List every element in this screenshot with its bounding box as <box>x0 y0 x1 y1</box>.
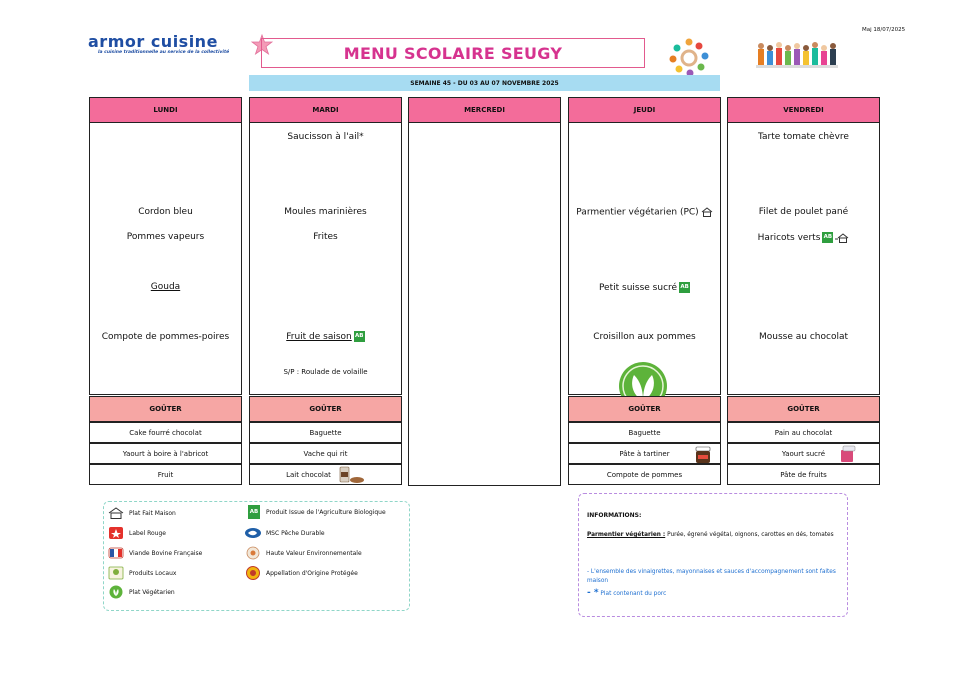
legend-produits-locaux <box>107 566 176 580</box>
spread-jar-icon <box>694 445 712 464</box>
vendredi-dessert: Mousse au chocolat <box>759 332 848 342</box>
legend-label-rouge <box>107 526 166 540</box>
vendredi-side-row <box>728 232 879 243</box>
vendredi-side: Haricots verts <box>757 233 821 243</box>
info-note-sauces: - L'ensemble des vinaigrettes, mayonnaises et sauces d'accompagnement sont faites maison <box>587 569 836 584</box>
gouter-mardi-2: Vache qui rit <box>249 443 402 464</box>
house-icon <box>835 233 849 243</box>
legend-vegetarien <box>107 585 175 599</box>
legend-msc <box>244 526 325 540</box>
gouter-mardi-3-cell <box>249 464 402 485</box>
gouter-header-mardi: GOÛTER <box>249 396 402 422</box>
hve-icon <box>246 546 260 560</box>
jeudi-cheese-row <box>569 282 720 293</box>
legend-aop-label: Appellation d'Origine Protégée <box>266 569 358 577</box>
column-vendredi <box>727 97 880 395</box>
yogurt-icon <box>838 444 858 464</box>
legend-aop <box>244 566 358 580</box>
day-header-lundi: LUNDI <box>89 97 242 123</box>
day-body-lundi <box>89 123 242 395</box>
info-parmentier-label: Parmentier végétarien : <box>587 532 666 538</box>
legend-msc-label: MSC Pêche Durable <box>266 529 325 537</box>
bio-icon: AB <box>248 505 260 519</box>
legend-viande-fr-label: Viande Bovine Française <box>129 549 203 557</box>
day-header-mercredi: MERCREDI <box>408 97 561 123</box>
gouter-header-lundi: GOÛTER <box>89 396 242 422</box>
gouter-lundi-1: Cake fourré chocolat <box>89 422 242 443</box>
lundi-cheese: Gouda <box>150 282 181 292</box>
children-group-illustration <box>756 39 838 73</box>
gouter-header-jeudi: GOÛTER <box>568 396 721 422</box>
chocolate-milk-icon <box>337 466 365 484</box>
french-beef-icon <box>108 546 124 560</box>
mardi-dessert-row <box>250 331 401 342</box>
menu-title-box <box>261 38 645 68</box>
column-lundi <box>89 97 242 395</box>
house-icon <box>108 507 124 519</box>
column-mardi <box>249 97 402 395</box>
gouter-mardi-3: Lait chocolat <box>286 470 331 479</box>
menu-title: MENU SCOLAIRE SEUGY <box>343 43 563 63</box>
msc-fish-icon <box>244 527 262 539</box>
mardi-starter: Saucisson à l'ail* <box>287 132 364 142</box>
brand-logo <box>88 33 229 55</box>
jeudi-main-row <box>569 207 720 218</box>
jeudi-cheese: Petit suisse sucré <box>598 283 678 293</box>
jeudi-dessert: Croisillon aux pommes <box>593 332 696 342</box>
info-parmentier <box>587 531 839 540</box>
gouter-vendredi-2-cell <box>727 443 880 464</box>
legend-hve <box>244 546 362 560</box>
gouter-header-vendredi: GOÛTER <box>727 396 880 422</box>
gouter-jeudi-2-cell <box>568 443 721 464</box>
gouter-lundi-3: Fruit <box>89 464 242 485</box>
lundi-dessert: Compote de pommes-poires <box>101 332 230 342</box>
gouter-mardi-1: Baguette <box>249 422 402 443</box>
mardi-main: Moules marinières <box>284 207 367 217</box>
vendredi-starter: Tarte tomate chèvre <box>758 132 849 142</box>
bio-icon: AB <box>679 282 690 293</box>
day-header-jeudi: JEUDI <box>568 97 721 123</box>
info-note-porc-star: - * <box>587 588 599 598</box>
gouter-jeudi-3: Compote de pommes <box>568 464 721 485</box>
mardi-side: Frites <box>313 232 338 242</box>
legend-bio <box>244 505 386 519</box>
info-parmentier-text: Purée, égrené végétal, oignons, carottes en dés, tomates <box>667 532 834 538</box>
legend-hve-label: Haute Valeur Environnementale <box>266 549 362 557</box>
day-body-jeudi <box>568 123 721 395</box>
info-note-porc-text: Plat contenant du porc <box>600 591 667 597</box>
info-note-porc <box>587 589 839 599</box>
lundi-main: Cordon bleu <box>138 207 193 217</box>
gouter-vendredi-3: Pâte de fruits <box>727 464 880 485</box>
brand-tagline: la cuisine traditionnelle au service de la collectivité <box>98 50 230 55</box>
vendredi-main: Filet de poulet pané <box>758 207 849 217</box>
legend-fait-maison <box>107 506 176 520</box>
gouter-lundi-2: Yaourt à boire à l'abricot <box>89 443 242 464</box>
gouter-jeudi-1: Baguette <box>568 422 721 443</box>
legend-bio-label: Produit Issue de l'Agriculture Biologique <box>266 508 386 516</box>
children-circle-illustration <box>668 38 710 78</box>
mardi-substitute-note: S/P : Roulade de volaille <box>283 368 368 376</box>
local-products-icon <box>108 566 124 580</box>
day-header-vendredi: VENDREDI <box>727 97 880 123</box>
day-body-mercredi <box>408 123 561 486</box>
label-rouge-icon <box>108 526 124 540</box>
informations-box <box>578 493 848 617</box>
mardi-dessert: Fruit de saison <box>286 332 352 342</box>
column-jeudi <box>568 97 721 395</box>
jeudi-main: Parmentier végétarien (PC) <box>576 207 699 218</box>
brand-name: armor cuisine <box>88 32 218 51</box>
gouter-vendredi-2: Yaourt sucré <box>781 449 826 458</box>
aop-seal-icon <box>246 566 260 580</box>
bio-icon: AB <box>354 331 365 342</box>
legend-box <box>103 501 410 611</box>
gouter-vendredi-1: Pain au chocolat <box>727 422 880 443</box>
legend-produits-locaux-label: Produits Locaux <box>129 569 177 577</box>
vegetarian-leaf-icon <box>109 585 123 599</box>
info-title: INFORMATIONS: <box>587 512 642 519</box>
legend-viande-fr <box>107 546 202 560</box>
update-date: Maj 18/07/2025 <box>862 27 906 33</box>
week-banner: SEMAINE 45 - DU 03 AU 07 NOVEMBRE 2025 <box>249 75 720 91</box>
lundi-side: Pommes vapeurs <box>126 232 205 242</box>
gouter-jeudi-2: Pâte à tartiner <box>619 449 670 458</box>
legend-fait-maison-label: Plat Fait Maison <box>129 509 176 517</box>
day-header-mardi: MARDI <box>249 97 402 123</box>
column-mercredi <box>408 97 561 123</box>
legend-label-rouge-label: Label Rouge <box>129 529 166 537</box>
legend-vegetarien-label: Plat Végétarien <box>129 588 175 596</box>
day-body-vendredi <box>727 123 880 395</box>
bio-icon: AB <box>822 232 833 243</box>
house-icon <box>701 207 713 217</box>
day-body-mardi <box>249 123 402 395</box>
